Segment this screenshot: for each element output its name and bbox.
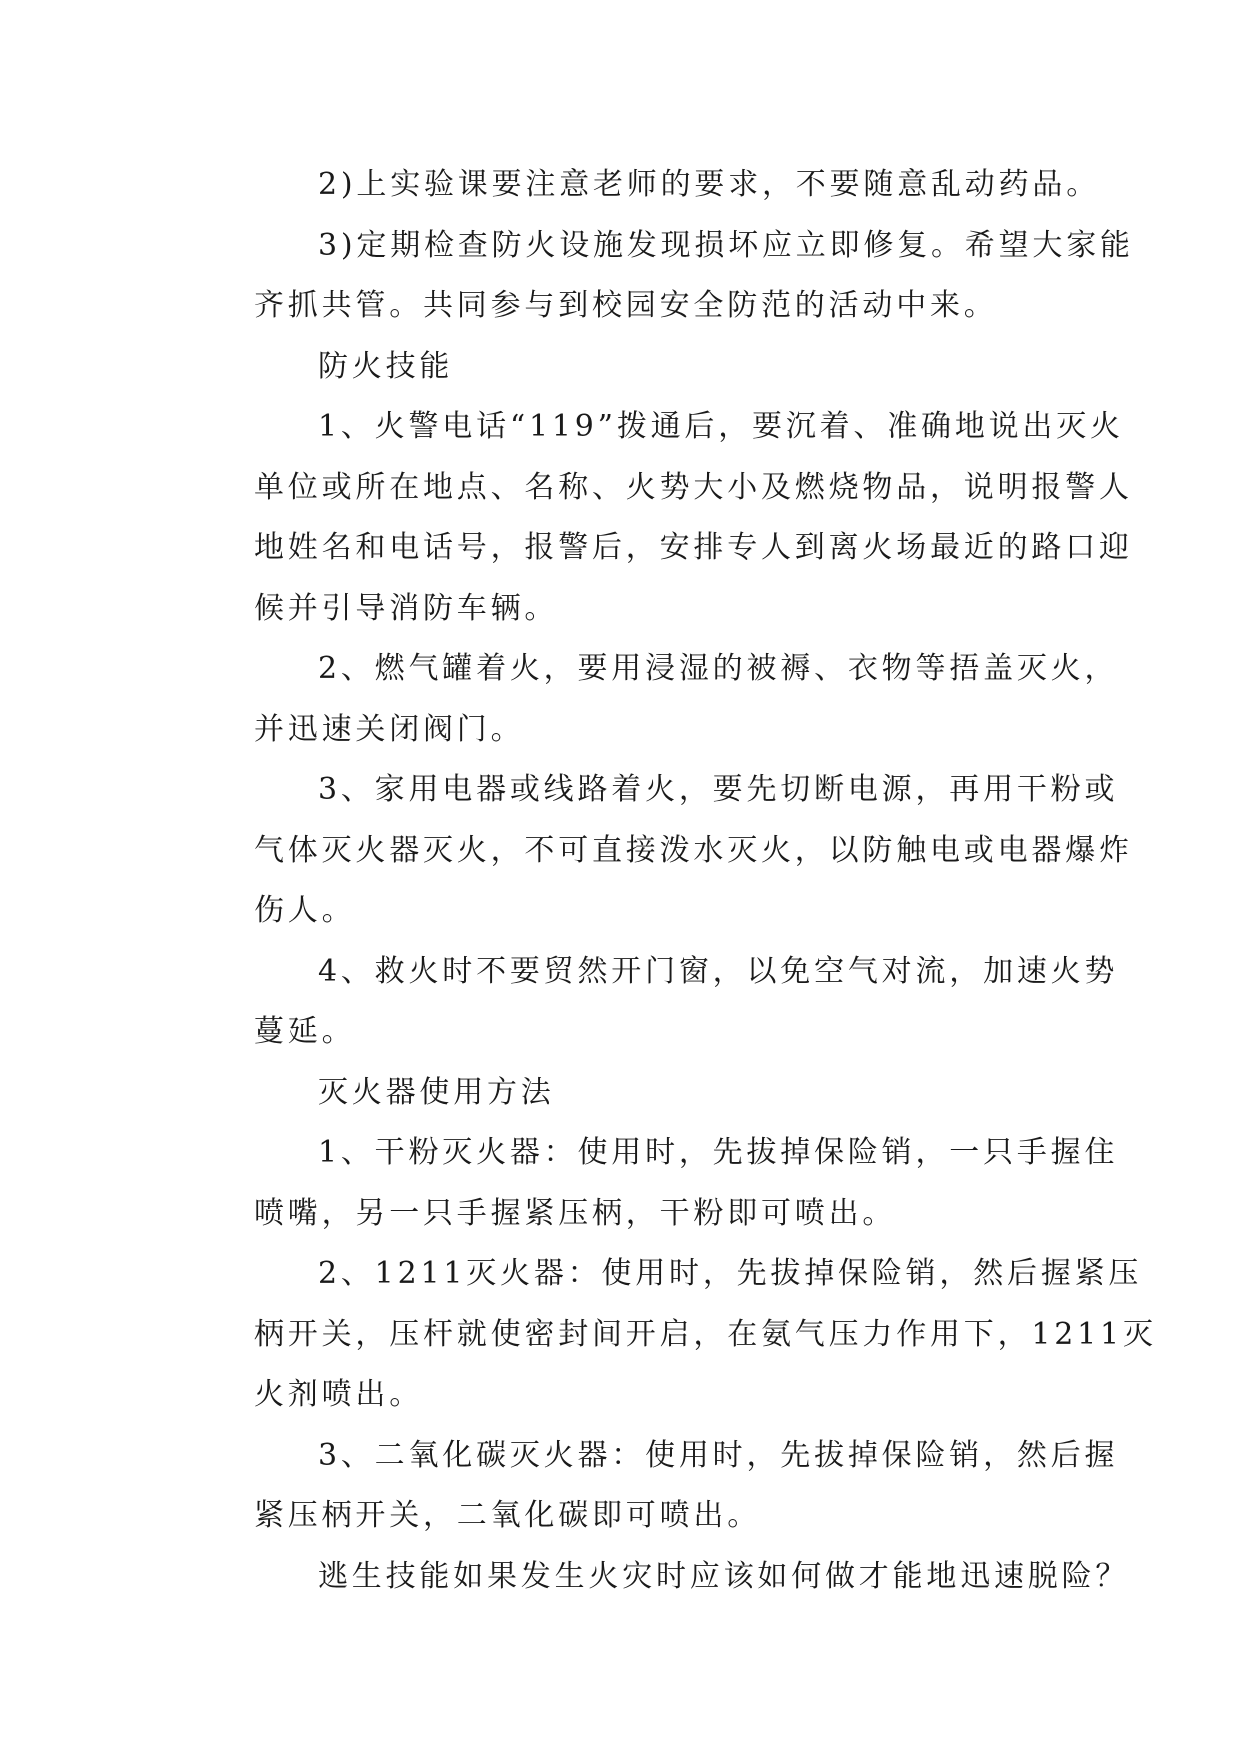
section-heading bbox=[190, 337, 1060, 398]
text-line: 单位或所在地点、名称、火势大小及燃烧物品，说明报警人 bbox=[254, 469, 1133, 505]
paragraph bbox=[190, 1123, 1119, 1244]
paragraph bbox=[190, 760, 1133, 942]
text-line: 齐抓共管。共同参与到校园安全防范的活动中来。 bbox=[254, 288, 998, 323]
text-line: 逃生技能如果发生火灾时应该如何做才能地迅速脱险？ bbox=[318, 1558, 1130, 1594]
text-line: 1、火警电话“119”拨通后，要沉着、准确地说出灭火 bbox=[318, 409, 1124, 444]
text-line: 喷嘴，另一只手握紧压柄，干粉即可喷出。 bbox=[254, 1195, 897, 1231]
text-line: 1、干粉灭火器：使用时，先拔掉保险销，一只手握住 bbox=[318, 1135, 1119, 1170]
text-line: 灭火器使用方法 bbox=[318, 1074, 555, 1110]
paragraph bbox=[190, 1244, 1157, 1426]
document-body bbox=[190, 155, 1157, 1607]
text-line: 柄开关，压杆就使密封间开启，在氨气压力作用下，1211灭 bbox=[254, 1316, 1157, 1352]
text-line: 气体灭火器灭火，不可直接泼水灭火，以防触电或电器爆炸 bbox=[254, 832, 1133, 868]
text-line: 2、燃气罐着火，要用浸湿的被褥、衣物等捂盖灭火， bbox=[318, 651, 1119, 686]
paragraph bbox=[190, 1547, 1130, 1608]
text-line: 火剂喷出。 bbox=[254, 1377, 423, 1412]
text-line: 候并引导消防车辆。 bbox=[254, 590, 559, 626]
text-line: 3、二氧化碳灭火器：使用时，先拔掉保险销，然后握 bbox=[318, 1437, 1119, 1473]
text-line: 并迅速关闭阀门。 bbox=[254, 711, 525, 747]
paragraph bbox=[190, 216, 1134, 337]
section-heading bbox=[190, 1063, 1060, 1124]
text-line: 防火技能 bbox=[318, 348, 454, 384]
paragraph bbox=[190, 397, 1133, 639]
text-line: 4、救火时不要贸然开门窗，以免空气对流，加速火势 bbox=[318, 953, 1119, 989]
paragraph bbox=[190, 155, 1100, 216]
paragraph bbox=[190, 942, 1119, 1063]
text-line: 3、家用电器或线路着火，要先切断电源，再用干粉或 bbox=[318, 772, 1119, 807]
text-line: 蔓延。 bbox=[254, 1014, 356, 1049]
text-line: 3)定期检查防火设施发现损坏应立即修复。希望大家能 bbox=[318, 227, 1134, 263]
text-line: 伤人。 bbox=[254, 893, 356, 928]
text-line: 紧压柄开关，二氧化碳即可喷出。 bbox=[254, 1498, 761, 1533]
paragraph bbox=[190, 1426, 1119, 1547]
paragraph bbox=[190, 639, 1119, 760]
text-line: 2、1211灭火器：使用时，先拔掉保险销，然后握紧压 bbox=[318, 1256, 1143, 1291]
text-line: 地姓名和电话号，报警后，安排专人到离火场最近的路口迎 bbox=[254, 530, 1133, 565]
text-line: 2)上实验课要注意老师的要求，不要随意乱动药品。 bbox=[318, 167, 1100, 202]
